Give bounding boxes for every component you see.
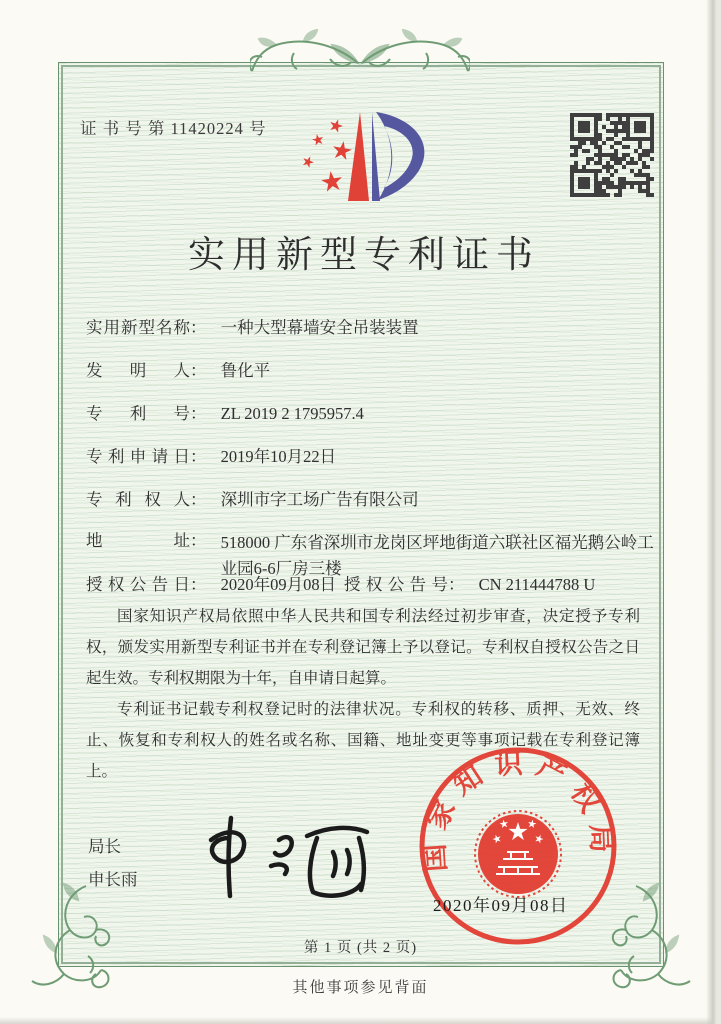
field-value: 2019年10月22日: [220, 447, 337, 466]
page-title: 实用新型专利证书: [188, 235, 540, 276]
field-inventor: 发明人： 鲁化平: [86, 360, 270, 382]
field-label: 专利权人: [86, 490, 190, 509]
cnipa-logo-icon: [290, 104, 440, 212]
legal-paragraph-2: 专利证书记载专利权登记时的法律状况。专利权的转移、质押、无效、终止、恢复和专利权人的姓名或名称、国籍、地址变更等事项记载在专利登记簿上。: [86, 701, 640, 780]
top-border-ornament: [250, 29, 470, 87]
field-grant-number: 授权公告号： CN 211444788 U: [344, 574, 595, 596]
field-value: 2020年09月08日: [220, 575, 337, 594]
field-label: 专利申请日: [86, 447, 190, 466]
field-patent-number: 专利号： ZL 2019 2 1795957.4: [86, 403, 364, 425]
field-address: 地址： 518000 广东省深圳市龙岗区坪地街道六联社区福光鹅公岭工业园6-6厂房三楼: [86, 530, 666, 582]
field-label: 专利号: [86, 404, 190, 423]
field-value: 鲁化平: [220, 361, 271, 380]
field-value: 一种大型幕墙安全吊装装置: [220, 318, 419, 337]
certificate-number: 证 书 号 第 11420224 号: [80, 119, 267, 138]
field-label: 发明人: [86, 361, 190, 380]
qr-code: [570, 113, 654, 197]
field-value: ZL 2019 2 1795957.4: [220, 404, 364, 423]
field-value: 深圳市字工场广告有限公司: [220, 490, 419, 509]
field-label: 实用新型名称: [86, 318, 190, 337]
field-utility-model-name: 实用新型名称： 一种大型幕墙安全吊装装置: [86, 317, 419, 339]
back-note: 其他事项参见背面: [292, 980, 429, 996]
field-value: CN 211444788 U: [478, 575, 596, 594]
official-seal-icon: [412, 740, 624, 952]
field-value: 518000 广东省深圳市龙岗区坪地街道六联社区福光鹅公岭工业园6-6厂房三楼: [220, 533, 654, 578]
director-signature-icon: [195, 806, 375, 901]
seal-date: 2020年09月08日: [433, 896, 569, 915]
field-filing-date: 专利申请日： 2019年10月22日: [86, 446, 336, 468]
legal-paragraph-1: 国家知识产权局依照中华人民共和国专利法经过初步审查，决定授予专利权，颁发实用新型专利证书并在专利登记簿上予以登记。专利权自授权公告之日起生效。专利权期限为十年，自申请日起算。: [86, 608, 640, 687]
page-number: 第 1 页 (共 2 页): [303, 940, 418, 956]
field-grant-date: 授权公告日： 2020年09月08日: [86, 575, 336, 594]
field-label: 授权公告号: [344, 575, 448, 594]
field-grant-row: [86, 574, 640, 596]
field-label: 地址: [86, 531, 190, 550]
seal-text: 国家知识产权局: [418, 748, 617, 873]
field-label: 授权公告日: [86, 575, 190, 594]
director-name: 申长雨: [88, 870, 138, 889]
director-title: 局长: [88, 837, 121, 856]
field-patentee: 专利权人： 深圳市字工场广告有限公司: [86, 489, 419, 511]
